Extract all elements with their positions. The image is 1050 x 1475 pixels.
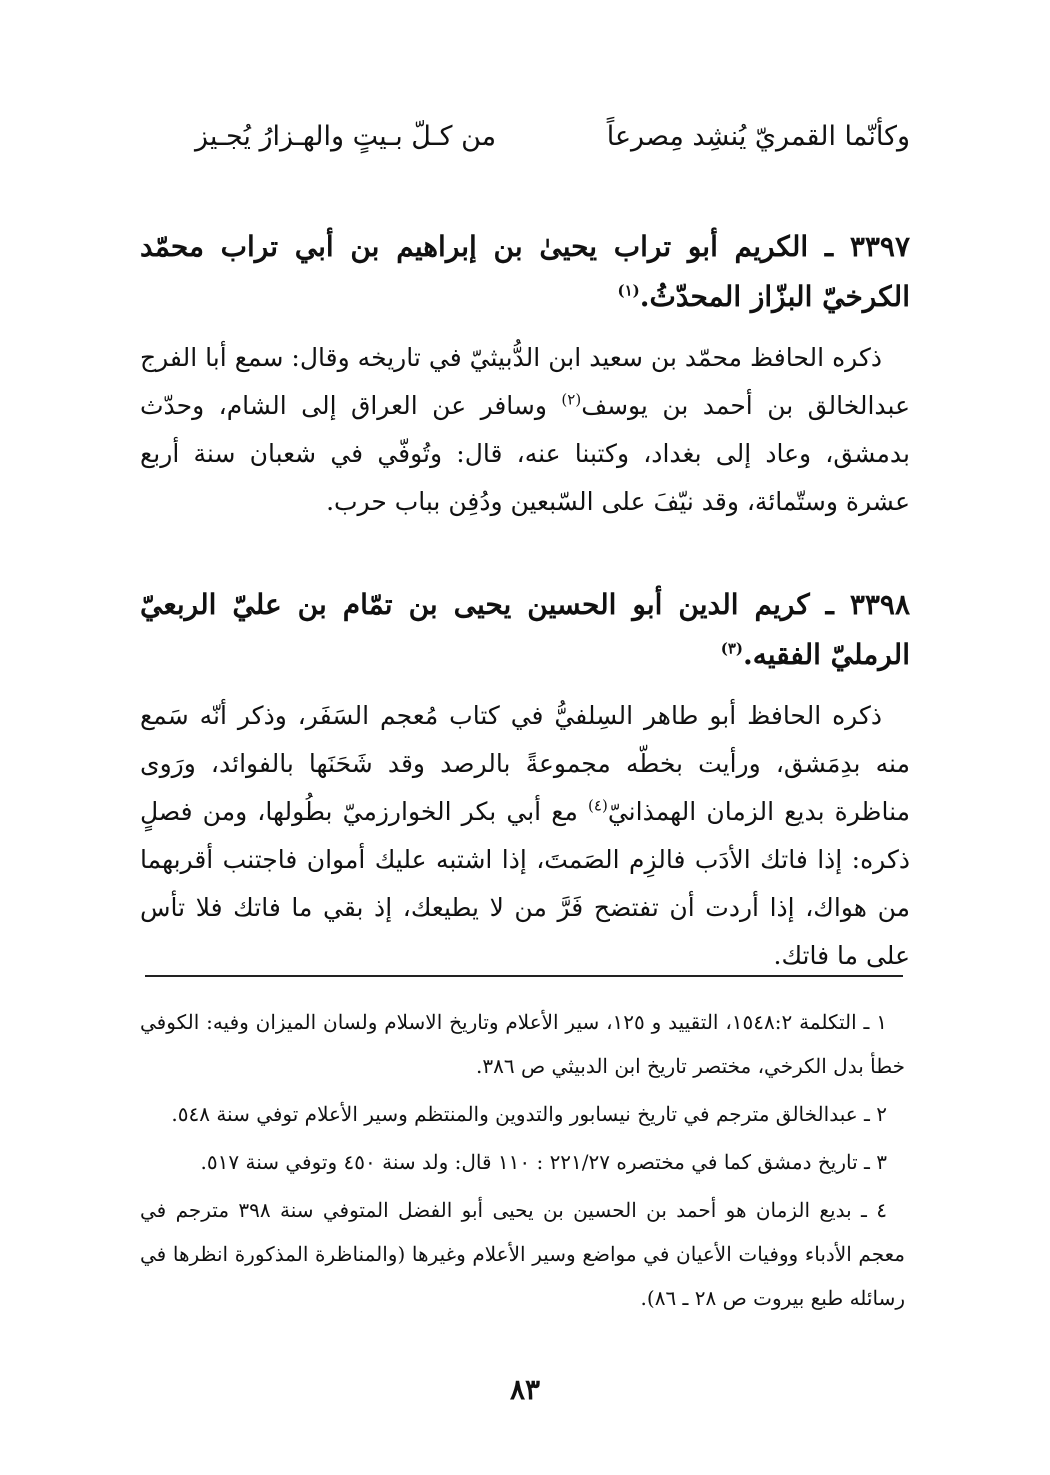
footnote-3: ٣ ـ تاريخ دمشق كما في مختصره ٢٢١/٢٧ : ١١٠ قال: ولد سنة ٤٥٠ وتوفي سنة ٥١٧. <box>200 1150 887 1174</box>
entry-body-text-part2: مع أبي بكر الخوارزميّ بطُولها، ومن فصلٍ ذكره: إذا فاتك الأدَب فالزِم الصَمتَ، إذا اشتبه عليك أموان فاجتنب أقربهما من هواك، إذا أردت أن تفتضح فَرَّ من لا يطيعك، إذ بقي ما فاتك فلا تأس على ما فاتك. <box>140 797 910 970</box>
verse-second-hemistich: من كـلّ بـيتٍ والهـزارُ يُجـيز <box>195 121 497 152</box>
entry-heading-text: ٣٣٩٨ ـ كريم الدين أبو الحسين يحيى بن تمّام بن عليّ الربعيّ الرمليّ الفقيه. <box>140 588 910 671</box>
biography-entry-3397 <box>140 222 910 526</box>
entry-body-text-part2: وسافر عن العراق إلى الشام، وحدّث بدمشق، وعاد إلى بغداد، وكتبنا عنه، قال: وتُوفّي في شعبان سنة أربع عشرة وستّمائة، وقد نيّفَ على السّبعين ودُفِن بباب حرب. <box>140 391 910 516</box>
entry-body <box>140 334 910 526</box>
footnote-ref-2: (٢) <box>561 390 582 409</box>
entry-heading <box>140 222 910 322</box>
footnote-1: ١ ـ التكلمة ١٥٤٨:٢، التقييد و ١٢٥، سير الأعلام وتاريخ الاسلام ولسان الميزان وفيه: الكوفي خطأ بدل الكرخي، مختصر تاريخ ابن الدبيثي ص ٣٨٦. <box>140 1010 905 1078</box>
footnote-ref-3: (٣) <box>720 639 744 658</box>
entry-body <box>140 692 910 980</box>
page-number: ٨٣ <box>509 1373 541 1406</box>
entry-heading <box>140 580 910 680</box>
footnote-ref-1: (١) <box>617 281 640 300</box>
footnotes <box>140 1000 905 1324</box>
entry-heading-text: ٣٣٩٧ ـ الكريم أبو تراب يحيىٰ بن إبراهيم بن أبي تراب محمّد الكرخيّ البزّاز المحدّثُ. <box>140 230 910 313</box>
entry-body-text-part1: ذكره الحافظ أبو طاهر السِلفيُّ في كتاب مُعجم السَفَر، وذكر أنّه سَمع منه بدِمَشق، ورأيت بخطّه مجموعةً بالرصد وقد شَحَنَها بالفوائد، ورَوى مناظرة بديع الزمان الهمذانيّ <box>140 701 911 826</box>
poem-verse <box>140 112 910 162</box>
verse-first-hemistich: وكأنّما القمريّ يُنشِد مِصرعاً <box>606 121 910 152</box>
footnote-4: ٤ ـ بديع الزمان هو أحمد بن الحسين بن يحيى أبو الفضل المتوفي سنة ٣٩٨ مترجم في معجم الأدباء ووفيات الأعيان في مواضع وسير الأعلام وغيرها (والمناظرة المذكورة انظرها في رسائله طبع بيروت ص ٢٨ ـ ٨٦). <box>140 1198 905 1310</box>
biography-entry-3398 <box>140 580 910 980</box>
entry-body-text-part1: ذكره الحافظ محمّد بن سعيد ابن الدُّبيثيّ في تاريخه وقال: سمع أبا الفرج عبدالخالق بن أحمد بن يوسف <box>140 343 911 420</box>
footnote-ref-4: (٤) <box>588 796 608 815</box>
footnote-divider <box>145 975 903 977</box>
footnote-2: ٢ ـ عبدالخالق مترجم في تاريخ نيسابور والتدوين والمنتظم وسير الأعلام توفي سنة ٥٤٨. <box>171 1102 887 1126</box>
